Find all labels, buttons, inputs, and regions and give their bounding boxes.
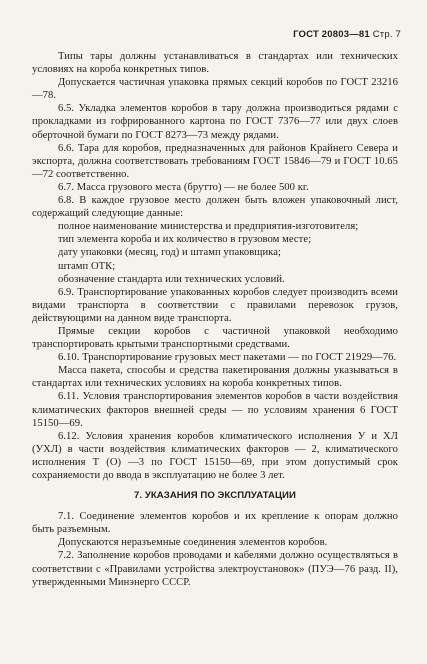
list-item: дату упаковки (месяц, год) и штамп упаковщика; bbox=[58, 247, 281, 259]
paragraph: Прямые секции коробов с частичной упаковкой необходимо транспортировать крытыми транспортными средствами. bbox=[32, 325, 398, 351]
paragraph: 6.12. Условия хранения коробов климатического исполнения У и ХЛ (УХЛ) в части воздействия климатических факторов — 2, климатического исполнения Т (О) —3 по ГОСТ 15150—69, при этом допустимый срок сохраняемости до ввода в эксплуатацию не более 3 лет. bbox=[32, 430, 398, 481]
paragraph: 6.6. Тара для коробов, предназначенных для районов Крайнего Севера и экспорта, должна соответствовать требованиям ГОСТ 15846—79 и ГОСТ 10.65—72 соответственно. bbox=[32, 142, 398, 180]
section-heading: 7. УКАЗАНИЯ ПО ЭКСПЛУАТАЦИИ bbox=[134, 490, 296, 502]
paragraph: 6.5. Укладка элементов коробов в тару должна производиться рядами с прокладками из гофрированного картона по ГОСТ 7376—77 или двух слоев оберточной бумаги по ГОСТ 8273—73 между рядами. bbox=[32, 103, 398, 141]
paragraph: 6.8. В каждое грузовое место должен быть вложен упаковочный лист, содержащий следующие данные: bbox=[32, 195, 398, 220]
list-item: обозначение стандарта или технических условий. bbox=[58, 273, 285, 285]
paragraph: Типы тары должны устанавливаться в стандартах или технических условиях на короба конкретных типов. bbox=[32, 51, 398, 76]
paragraph: 7.1. Соединение элементов коробов и их крепление к опорам должно быть разъемным. bbox=[32, 511, 398, 536]
paragraph: Допускается частичная упаковка прямых секций коробов по ГОСТ 23216—78. bbox=[32, 77, 398, 102]
list-item: штамп ОТК; bbox=[58, 260, 116, 272]
paragraph: Допускаются неразъемные соединения элементов коробов. bbox=[58, 537, 328, 549]
list-item: полное наименование министерства и предприятия-изготовителя; bbox=[58, 221, 359, 233]
page-number: Стр. 7 bbox=[372, 29, 401, 40]
paragraph: 6.9. Транспортирование упакованных коробов следует производить всеми видами транспорта в соответствии с правилами перевозок грузов, действующими на данном виде транспорта. bbox=[32, 286, 398, 324]
page-body bbox=[32, 50, 398, 589]
standard-number: ГОСТ 20803—81 bbox=[293, 29, 370, 40]
paragraph: 6.7. Масса грузового места (брутто) — не более 500 кг. bbox=[58, 181, 309, 193]
list-item: тип элемента короба и их количество в грузовом месте; bbox=[58, 234, 312, 246]
page-header bbox=[293, 29, 401, 40]
paragraph: 6.10. Транспортирование грузовых мест пакетами — по ГОСТ 21929—76. bbox=[58, 352, 397, 364]
paragraph: Масса пакета, способы и средства пакетирования должны указываться в стандартах или технических условиях на короба конкретных типов. bbox=[32, 365, 398, 390]
paragraph: 6.11. Условия транспортирования элементов коробов в части воздействия климатических факторов внешней среды — по условиям хранения 6 ГОСТ 15150—69. bbox=[32, 391, 398, 429]
paragraph: 7.2. Заполнение коробов проводами и кабелями должно осуществляться в соответствии с «Правилами устройства электроустановок» (ПУЭ—76 разд. II), утвержденными Минэнерго СССР. bbox=[32, 550, 398, 588]
